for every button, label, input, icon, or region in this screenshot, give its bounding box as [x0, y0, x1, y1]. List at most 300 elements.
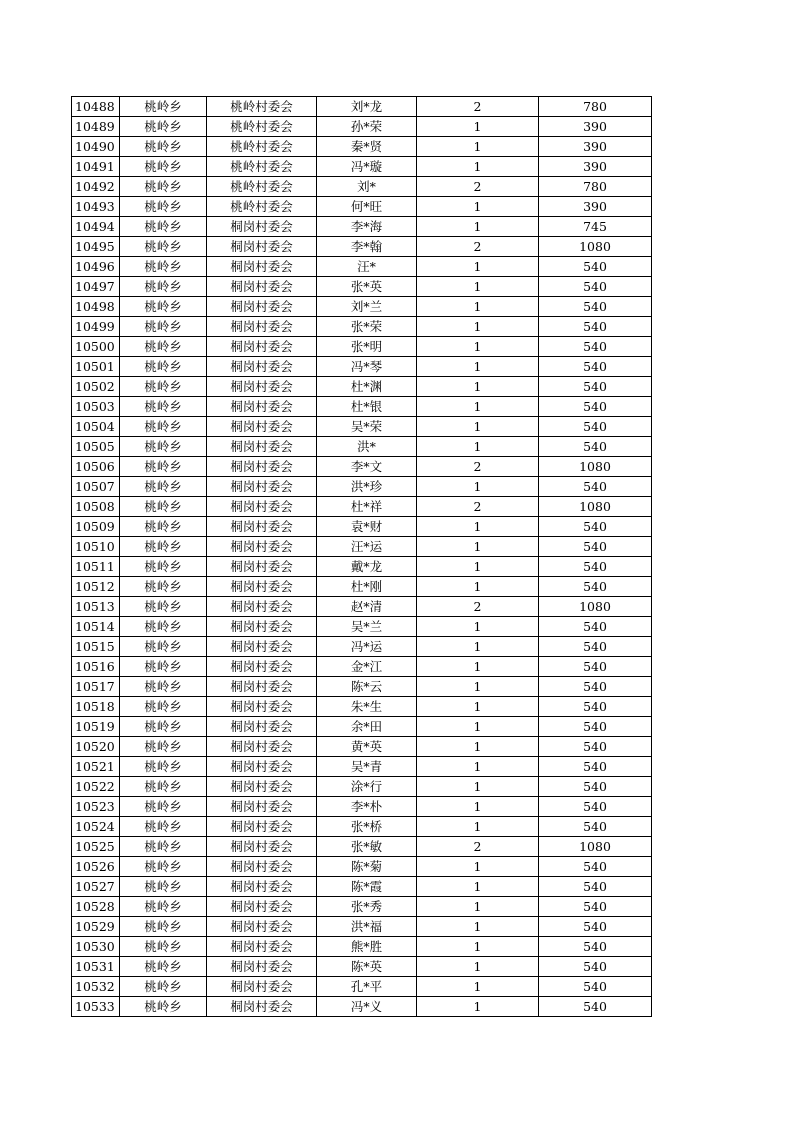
- household-size-cell: 2: [417, 177, 539, 197]
- village-committee-cell: 桐岗村委会: [207, 357, 317, 377]
- amount-cell: 540: [539, 377, 652, 397]
- name-cell: 张*英: [317, 277, 417, 297]
- village-committee-cell: 桃岭村委会: [207, 137, 317, 157]
- table-row: [72, 997, 652, 1017]
- township-cell: 桃岭乡: [120, 637, 207, 657]
- township-cell: 桃岭乡: [120, 197, 207, 217]
- name-cell: 李*海: [317, 217, 417, 237]
- village-committee-cell: 桐岗村委会: [207, 417, 317, 437]
- household-size-cell: 1: [417, 477, 539, 497]
- village-committee-cell: 桐岗村委会: [207, 257, 317, 277]
- household-size-cell: 1: [417, 257, 539, 277]
- household-size-cell: 1: [417, 317, 539, 337]
- township-cell: 桃岭乡: [120, 397, 207, 417]
- household-size-cell: 1: [417, 937, 539, 957]
- name-cell: 洪*福: [317, 917, 417, 937]
- township-cell: 桃岭乡: [120, 277, 207, 297]
- village-committee-cell: 桐岗村委会: [207, 877, 317, 897]
- table-row: [72, 457, 652, 477]
- township-cell: 桃岭乡: [120, 177, 207, 197]
- village-committee-cell: 桐岗村委会: [207, 217, 317, 237]
- household-size-cell: 1: [417, 877, 539, 897]
- table-row: [72, 837, 652, 857]
- amount-cell: 540: [539, 817, 652, 837]
- table-row: [72, 117, 652, 137]
- village-committee-cell: 桐岗村委会: [207, 377, 317, 397]
- township-cell: 桃岭乡: [120, 857, 207, 877]
- household-size-cell: 1: [417, 897, 539, 917]
- village-committee-cell: 桐岗村委会: [207, 757, 317, 777]
- serial-number-cell: 10496: [72, 257, 120, 277]
- village-committee-cell: 桐岗村委会: [207, 817, 317, 837]
- serial-number-cell: 10493: [72, 197, 120, 217]
- township-cell: 桃岭乡: [120, 377, 207, 397]
- household-size-cell: 1: [417, 137, 539, 157]
- village-committee-cell: 桐岗村委会: [207, 557, 317, 577]
- amount-cell: 540: [539, 257, 652, 277]
- village-committee-cell: 桃岭村委会: [207, 177, 317, 197]
- amount-cell: 540: [539, 277, 652, 297]
- name-cell: 吴*荣: [317, 417, 417, 437]
- village-committee-cell: 桐岗村委会: [207, 617, 317, 637]
- household-size-cell: 1: [417, 417, 539, 437]
- township-cell: 桃岭乡: [120, 977, 207, 997]
- serial-number-cell: 10492: [72, 177, 120, 197]
- household-size-cell: 1: [417, 117, 539, 137]
- village-committee-cell: 桐岗村委会: [207, 397, 317, 417]
- amount-cell: 540: [539, 297, 652, 317]
- village-committee-cell: 桐岗村委会: [207, 657, 317, 677]
- serial-number-cell: 10519: [72, 717, 120, 737]
- village-committee-cell: 桐岗村委会: [207, 477, 317, 497]
- amount-cell: 780: [539, 97, 652, 117]
- household-size-cell: 1: [417, 437, 539, 457]
- amount-cell: 540: [539, 737, 652, 757]
- table-row: [72, 177, 652, 197]
- serial-number-cell: 10516: [72, 657, 120, 677]
- table-row: [72, 977, 652, 997]
- name-cell: 熊*胜: [317, 937, 417, 957]
- household-size-cell: 1: [417, 577, 539, 597]
- village-committee-cell: 桐岗村委会: [207, 517, 317, 537]
- village-committee-cell: 桃岭村委会: [207, 197, 317, 217]
- table-row: [72, 197, 652, 217]
- household-size-cell: 1: [417, 217, 539, 237]
- township-cell: 桃岭乡: [120, 897, 207, 917]
- amount-cell: 390: [539, 137, 652, 157]
- serial-number-cell: 10524: [72, 817, 120, 837]
- table-row: [72, 817, 652, 837]
- amount-cell: 540: [539, 557, 652, 577]
- amount-cell: 1080: [539, 497, 652, 517]
- village-committee-cell: 桐岗村委会: [207, 317, 317, 337]
- household-size-cell: 1: [417, 337, 539, 357]
- name-cell: 陈*云: [317, 677, 417, 697]
- table-row: [72, 317, 652, 337]
- township-cell: 桃岭乡: [120, 657, 207, 677]
- village-committee-cell: 桐岗村委会: [207, 597, 317, 617]
- serial-number-cell: 10527: [72, 877, 120, 897]
- table-row: [72, 677, 652, 697]
- township-cell: 桃岭乡: [120, 577, 207, 597]
- township-cell: 桃岭乡: [120, 777, 207, 797]
- table-row: [72, 557, 652, 577]
- name-cell: 李*朴: [317, 797, 417, 817]
- amount-cell: 540: [539, 777, 652, 797]
- serial-number-cell: 10522: [72, 777, 120, 797]
- township-cell: 桃岭乡: [120, 97, 207, 117]
- amount-cell: 540: [539, 937, 652, 957]
- table-row: [72, 337, 652, 357]
- township-cell: 桃岭乡: [120, 817, 207, 837]
- table-row: [72, 637, 652, 657]
- name-cell: 张*荣: [317, 317, 417, 337]
- serial-number-cell: 10498: [72, 297, 120, 317]
- name-cell: 黄*英: [317, 737, 417, 757]
- township-cell: 桃岭乡: [120, 297, 207, 317]
- table-row: [72, 257, 652, 277]
- amount-cell: 1080: [539, 457, 652, 477]
- household-size-cell: 2: [417, 837, 539, 857]
- township-cell: 桃岭乡: [120, 517, 207, 537]
- serial-number-cell: 10511: [72, 557, 120, 577]
- table-row: [72, 537, 652, 557]
- table-row: [72, 957, 652, 977]
- serial-number-cell: 10502: [72, 377, 120, 397]
- household-size-cell: 1: [417, 797, 539, 817]
- village-committee-cell: 桐岗村委会: [207, 277, 317, 297]
- village-committee-cell: 桐岗村委会: [207, 237, 317, 257]
- household-size-cell: 1: [417, 637, 539, 657]
- amount-cell: 390: [539, 197, 652, 217]
- serial-number-cell: 10509: [72, 517, 120, 537]
- village-committee-cell: 桐岗村委会: [207, 777, 317, 797]
- name-cell: 袁*财: [317, 517, 417, 537]
- township-cell: 桃岭乡: [120, 157, 207, 177]
- name-cell: 秦*贤: [317, 137, 417, 157]
- amount-cell: 540: [539, 517, 652, 537]
- household-size-cell: 1: [417, 657, 539, 677]
- amount-cell: 540: [539, 977, 652, 997]
- table-row: [72, 237, 652, 257]
- serial-number-cell: 10513: [72, 597, 120, 617]
- amount-cell: 390: [539, 117, 652, 137]
- township-cell: 桃岭乡: [120, 757, 207, 777]
- name-cell: 戴*龙: [317, 557, 417, 577]
- name-cell: 何*旺: [317, 197, 417, 217]
- amount-cell: 1080: [539, 837, 652, 857]
- name-cell: 汪*: [317, 257, 417, 277]
- township-cell: 桃岭乡: [120, 957, 207, 977]
- name-cell: 冯*琴: [317, 357, 417, 377]
- serial-number-cell: 10518: [72, 697, 120, 717]
- village-committee-cell: 桐岗村委会: [207, 797, 317, 817]
- serial-number-cell: 10533: [72, 997, 120, 1017]
- township-cell: 桃岭乡: [120, 137, 207, 157]
- serial-number-cell: 10495: [72, 237, 120, 257]
- amount-cell: 1080: [539, 597, 652, 617]
- serial-number-cell: 10521: [72, 757, 120, 777]
- name-cell: 李*翰: [317, 237, 417, 257]
- serial-number-cell: 10489: [72, 117, 120, 137]
- amount-cell: 540: [539, 697, 652, 717]
- township-cell: 桃岭乡: [120, 917, 207, 937]
- village-committee-cell: 桐岗村委会: [207, 577, 317, 597]
- township-cell: 桃岭乡: [120, 417, 207, 437]
- amount-cell: 540: [539, 717, 652, 737]
- village-committee-cell: 桐岗村委会: [207, 337, 317, 357]
- village-committee-cell: 桐岗村委会: [207, 937, 317, 957]
- amount-cell: 540: [539, 957, 652, 977]
- township-cell: 桃岭乡: [120, 237, 207, 257]
- table-row: [72, 797, 652, 817]
- serial-number-cell: 10530: [72, 937, 120, 957]
- serial-number-cell: 10510: [72, 537, 120, 557]
- amount-cell: 540: [539, 797, 652, 817]
- village-committee-cell: 桐岗村委会: [207, 457, 317, 477]
- amount-cell: 540: [539, 577, 652, 597]
- village-committee-cell: 桐岗村委会: [207, 957, 317, 977]
- serial-number-cell: 10504: [72, 417, 120, 437]
- serial-number-cell: 10503: [72, 397, 120, 417]
- township-cell: 桃岭乡: [120, 257, 207, 277]
- household-size-cell: 1: [417, 297, 539, 317]
- name-cell: 陈*英: [317, 957, 417, 977]
- table-body: [72, 97, 652, 1017]
- name-cell: 杜*祥: [317, 497, 417, 517]
- serial-number-cell: 10515: [72, 637, 120, 657]
- household-size-cell: 1: [417, 517, 539, 537]
- name-cell: 余*田: [317, 717, 417, 737]
- village-committee-cell: 桐岗村委会: [207, 857, 317, 877]
- serial-number-cell: 10488: [72, 97, 120, 117]
- township-cell: 桃岭乡: [120, 697, 207, 717]
- name-cell: 朱*生: [317, 697, 417, 717]
- village-committee-cell: 桃岭村委会: [207, 97, 317, 117]
- amount-cell: 390: [539, 157, 652, 177]
- name-cell: 冯*义: [317, 997, 417, 1017]
- household-size-cell: 1: [417, 997, 539, 1017]
- table-row: [72, 597, 652, 617]
- serial-number-cell: 10507: [72, 477, 120, 497]
- amount-cell: 540: [539, 617, 652, 637]
- village-committee-cell: 桐岗村委会: [207, 497, 317, 517]
- serial-number-cell: 10525: [72, 837, 120, 857]
- household-size-cell: 1: [417, 957, 539, 977]
- amount-cell: 780: [539, 177, 652, 197]
- table-row: [72, 217, 652, 237]
- table-row: [72, 417, 652, 437]
- township-cell: 桃岭乡: [120, 217, 207, 237]
- table-row: [72, 157, 652, 177]
- township-cell: 桃岭乡: [120, 877, 207, 897]
- name-cell: 李*文: [317, 457, 417, 477]
- table-row: [72, 377, 652, 397]
- serial-number-cell: 10514: [72, 617, 120, 637]
- name-cell: 冯*璇: [317, 157, 417, 177]
- household-size-cell: 1: [417, 197, 539, 217]
- township-cell: 桃岭乡: [120, 597, 207, 617]
- serial-number-cell: 10497: [72, 277, 120, 297]
- township-cell: 桃岭乡: [120, 557, 207, 577]
- village-committee-cell: 桐岗村委会: [207, 997, 317, 1017]
- table-row: [72, 357, 652, 377]
- amount-cell: 540: [539, 397, 652, 417]
- name-cell: 陈*菊: [317, 857, 417, 877]
- name-cell: 张*桥: [317, 817, 417, 837]
- table-row: [72, 657, 652, 677]
- amount-cell: 540: [539, 897, 652, 917]
- household-size-cell: 1: [417, 857, 539, 877]
- serial-number-cell: 10500: [72, 337, 120, 357]
- name-cell: 金*江: [317, 657, 417, 677]
- village-committee-cell: 桐岗村委会: [207, 297, 317, 317]
- household-size-cell: 2: [417, 597, 539, 617]
- serial-number-cell: 10529: [72, 917, 120, 937]
- serial-number-cell: 10508: [72, 497, 120, 517]
- amount-cell: 540: [539, 637, 652, 657]
- household-size-cell: 1: [417, 357, 539, 377]
- name-cell: 孙*荣: [317, 117, 417, 137]
- household-size-cell: 1: [417, 917, 539, 937]
- township-cell: 桃岭乡: [120, 477, 207, 497]
- household-size-cell: 1: [417, 617, 539, 637]
- table-row: [72, 477, 652, 497]
- township-cell: 桃岭乡: [120, 317, 207, 337]
- amount-cell: 1080: [539, 237, 652, 257]
- table-row: [72, 277, 652, 297]
- township-cell: 桃岭乡: [120, 717, 207, 737]
- amount-cell: 540: [539, 677, 652, 697]
- table-row: [72, 937, 652, 957]
- table-row: [72, 397, 652, 417]
- amount-cell: 540: [539, 337, 652, 357]
- township-cell: 桃岭乡: [120, 937, 207, 957]
- village-committee-cell: 桃岭村委会: [207, 157, 317, 177]
- township-cell: 桃岭乡: [120, 537, 207, 557]
- serial-number-cell: 10512: [72, 577, 120, 597]
- table-row: [72, 517, 652, 537]
- household-size-cell: 2: [417, 97, 539, 117]
- township-cell: 桃岭乡: [120, 337, 207, 357]
- township-cell: 桃岭乡: [120, 737, 207, 757]
- township-cell: 桃岭乡: [120, 997, 207, 1017]
- household-size-cell: 1: [417, 557, 539, 577]
- household-size-cell: 1: [417, 977, 539, 997]
- village-committee-cell: 桐岗村委会: [207, 917, 317, 937]
- name-cell: 陈*霞: [317, 877, 417, 897]
- township-cell: 桃岭乡: [120, 677, 207, 697]
- village-committee-cell: 桐岗村委会: [207, 697, 317, 717]
- table-row: [72, 717, 652, 737]
- name-cell: 杜*银: [317, 397, 417, 417]
- household-size-cell: 2: [417, 497, 539, 517]
- name-cell: 吴*青: [317, 757, 417, 777]
- name-cell: 刘*: [317, 177, 417, 197]
- household-size-cell: 1: [417, 777, 539, 797]
- household-size-cell: 1: [417, 737, 539, 757]
- amount-cell: 540: [539, 477, 652, 497]
- name-cell: 刘*兰: [317, 297, 417, 317]
- serial-number-cell: 10517: [72, 677, 120, 697]
- amount-cell: 540: [539, 657, 652, 677]
- village-committee-cell: 桐岗村委会: [207, 897, 317, 917]
- township-cell: 桃岭乡: [120, 357, 207, 377]
- name-cell: 张*明: [317, 337, 417, 357]
- table-row: [72, 437, 652, 457]
- household-size-cell: 1: [417, 697, 539, 717]
- amount-cell: 540: [539, 877, 652, 897]
- township-cell: 桃岭乡: [120, 617, 207, 637]
- household-size-cell: 1: [417, 277, 539, 297]
- name-cell: 刘*龙: [317, 97, 417, 117]
- township-cell: 桃岭乡: [120, 457, 207, 477]
- table-row: [72, 697, 652, 717]
- serial-number-cell: 10494: [72, 217, 120, 237]
- serial-number-cell: 10528: [72, 897, 120, 917]
- amount-cell: 540: [539, 437, 652, 457]
- name-cell: 杜*渊: [317, 377, 417, 397]
- household-size-cell: 2: [417, 237, 539, 257]
- name-cell: 赵*清: [317, 597, 417, 617]
- table-row: [72, 917, 652, 937]
- table-row: [72, 897, 652, 917]
- amount-cell: 540: [539, 857, 652, 877]
- village-committee-cell: 桐岗村委会: [207, 677, 317, 697]
- household-size-cell: 2: [417, 457, 539, 477]
- village-committee-cell: 桐岗村委会: [207, 837, 317, 857]
- village-committee-cell: 桐岗村委会: [207, 437, 317, 457]
- amount-cell: 540: [539, 417, 652, 437]
- name-cell: 汪*运: [317, 537, 417, 557]
- household-size-cell: 1: [417, 377, 539, 397]
- name-cell: 张*敏: [317, 837, 417, 857]
- amount-cell: 540: [539, 317, 652, 337]
- name-cell: 涂*行: [317, 777, 417, 797]
- serial-number-cell: 10523: [72, 797, 120, 817]
- township-cell: 桃岭乡: [120, 117, 207, 137]
- village-committee-cell: 桃岭村委会: [207, 117, 317, 137]
- township-cell: 桃岭乡: [120, 797, 207, 817]
- table-row: [72, 617, 652, 637]
- serial-number-cell: 10531: [72, 957, 120, 977]
- table-row: [72, 97, 652, 117]
- name-cell: 冯*运: [317, 637, 417, 657]
- township-cell: 桃岭乡: [120, 437, 207, 457]
- table-row: [72, 297, 652, 317]
- serial-number-cell: 10526: [72, 857, 120, 877]
- serial-number-cell: 10520: [72, 737, 120, 757]
- name-cell: 杜*刚: [317, 577, 417, 597]
- household-size-cell: 1: [417, 817, 539, 837]
- table-row: [72, 857, 652, 877]
- table-row: [72, 577, 652, 597]
- table-row: [72, 757, 652, 777]
- household-size-cell: 1: [417, 717, 539, 737]
- name-cell: 吴*兰: [317, 617, 417, 637]
- name-cell: 孔*平: [317, 977, 417, 997]
- village-committee-cell: 桐岗村委会: [207, 977, 317, 997]
- name-cell: 洪*: [317, 437, 417, 457]
- village-committee-cell: 桐岗村委会: [207, 537, 317, 557]
- table-row: [72, 777, 652, 797]
- amount-cell: 540: [539, 537, 652, 557]
- table-row: [72, 737, 652, 757]
- household-size-cell: 1: [417, 757, 539, 777]
- township-cell: 桃岭乡: [120, 497, 207, 517]
- village-committee-cell: 桐岗村委会: [207, 717, 317, 737]
- household-size-cell: 1: [417, 397, 539, 417]
